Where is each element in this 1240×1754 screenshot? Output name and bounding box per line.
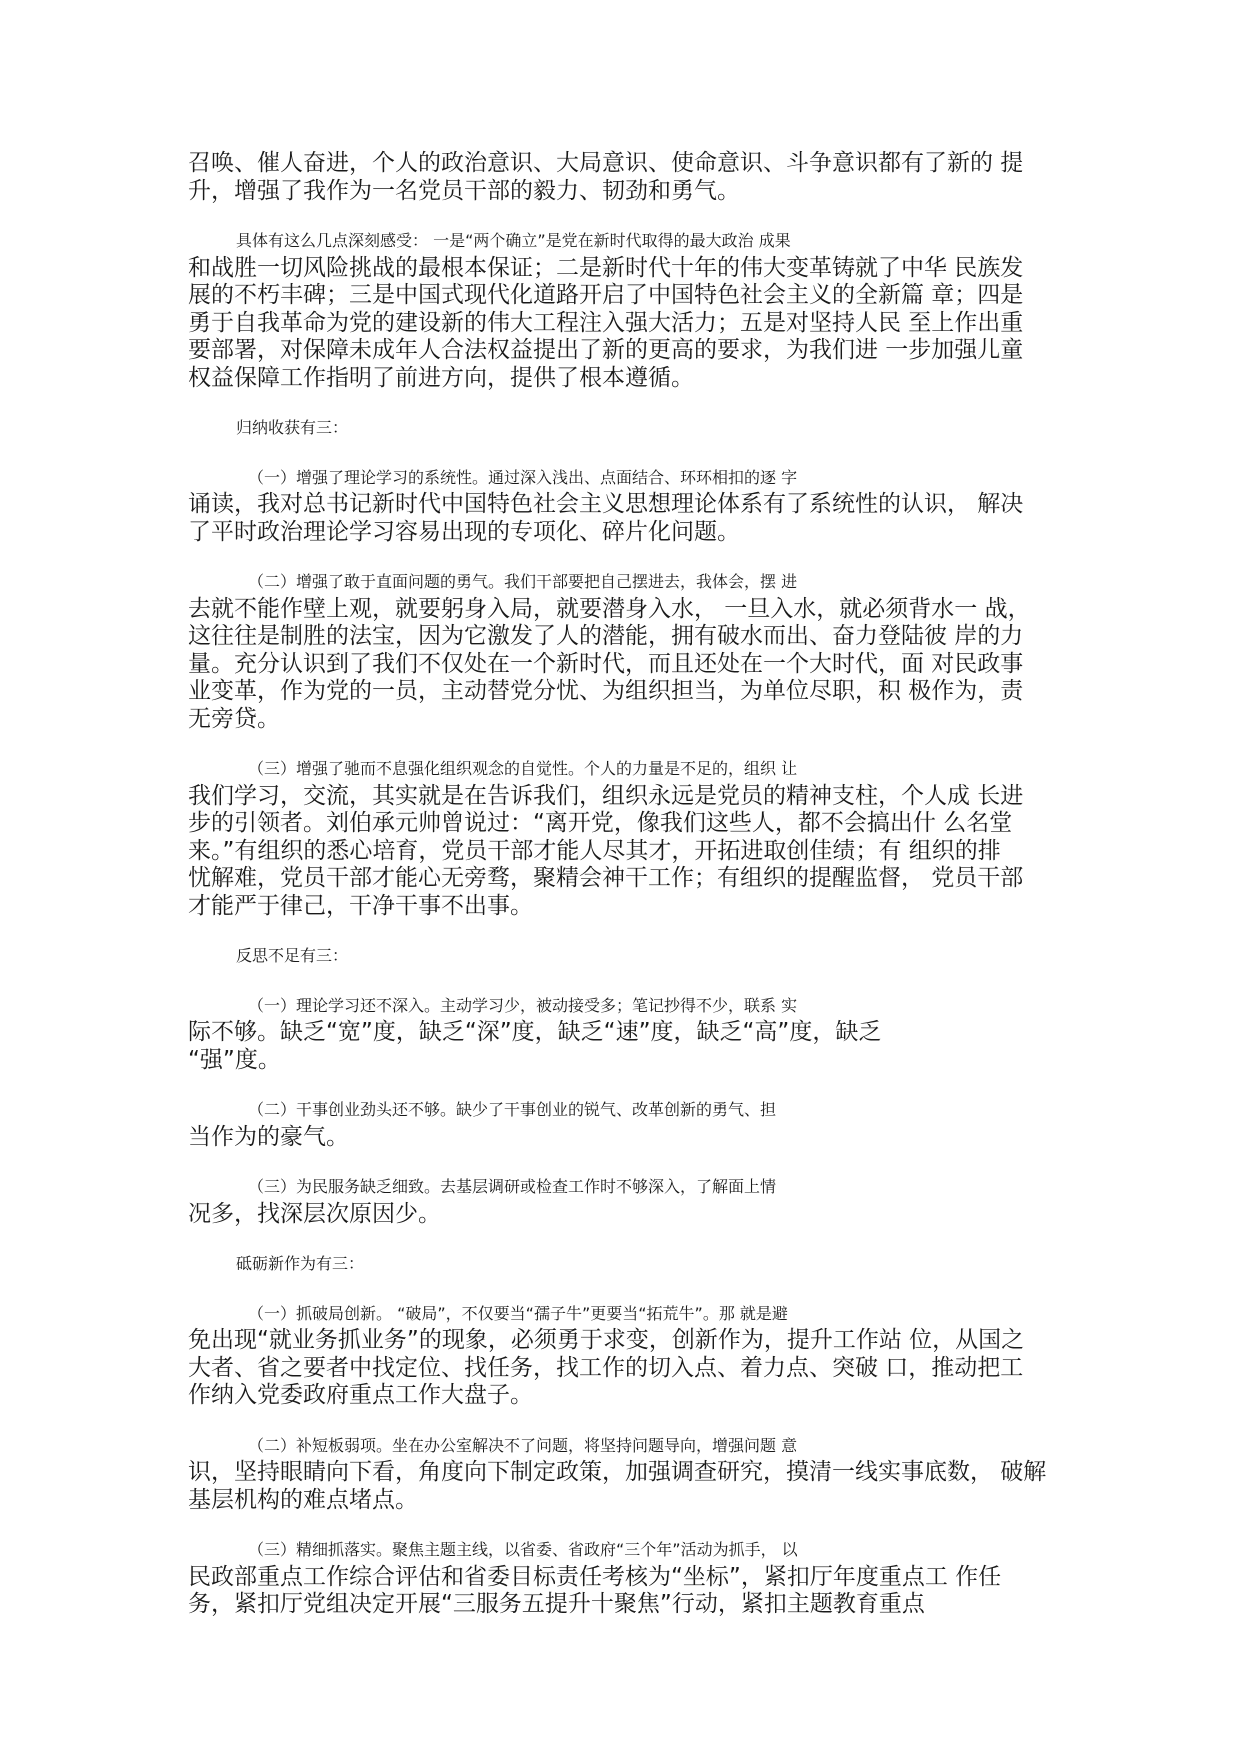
text-line: 和战胜一切风险挑战的最根本保证；二是新时代十年的伟大变革铸就了中华 民族发 — [188, 254, 1024, 281]
paragraph-action-2 — [188, 1432, 1058, 1515]
text-line: 了平时政治理论学习容易出现的专项化、碎片化问题。 — [188, 518, 740, 545]
text-line: 诵读，我对总书记新时代中国特色社会主义思想理论体系有了系统性的认识， 解决 — [188, 491, 1024, 517]
text-line: 这往往是制胜的法宝，因为它激发了人的潜能，拥有破水而出、奋力登陆彼 岸的力 — [188, 623, 1024, 649]
text-line: （一）增强了理论学习的系统性。通过深入浅出、点面结合、环环相扣的逐 字 — [248, 467, 798, 487]
paragraph-shortcoming-1 — [188, 992, 1058, 1075]
text-line: 来。”有组织的悉心培育，党员干部才能人尽其才，开拓进取创佳绩；有 组织的排 — [188, 837, 1001, 864]
text-line: （二）增强了敢于直面问题的勇气。我们干部要把自己摆进去，我体会，摆 进 — [248, 572, 798, 591]
text-line: 免出现“就业务抓业务”的现象，必须勇于求变，创新作为，提升工作站 位，从国之 — [188, 1327, 1025, 1353]
text-line: “强”度。 — [188, 1046, 281, 1073]
text-line: 作纳入党委政府重点工作大盘子。 — [188, 1382, 533, 1408]
heading-gains — [188, 414, 1058, 442]
paragraph-intro-continued — [188, 150, 1058, 205]
text-line: 才能严于律己，干净干事不出事。 — [188, 892, 533, 919]
text-line: 无旁贷。 — [188, 705, 280, 732]
heading-shortcomings — [188, 942, 1058, 970]
paragraph-feelings — [188, 227, 1058, 392]
text-line: 当作为的豪气。 — [188, 1123, 349, 1150]
text-line: 务，紧扣厅党组决定开展“三服务五提升十聚焦”行动，紧扣主题教育重点 — [188, 1591, 925, 1617]
paragraph-shortcoming-2 — [188, 1096, 1058, 1151]
text-line: 况多，找深层次原因少。 — [188, 1200, 441, 1227]
paragraph-gain-1 — [188, 464, 1058, 547]
text-line: （三）为民服务缺乏细致。去基层调研或检查工作时不够深入，了解面上情 — [248, 1177, 777, 1196]
text-line: 忧解难，党员干部才能心无旁骛，聚精会神干工作；有组织的提醒监督， 党员干部 — [188, 865, 1024, 891]
text-line: 勇于自我革命为党的建设新的伟大工程注入强大活力；五是对坚持人民 至上作出重 — [188, 309, 1024, 336]
text-line: 要部署，对保障未成年人合法权益提出了新的更高的要求，为我们进 一步加强儿童 — [188, 337, 1024, 363]
text-line: 识，坚持眼睛向下看，角度向下制定政策，加强调查研究，摸清一线实事底数， 破解 — [188, 1459, 1047, 1485]
text-line: 大者、省之要者中找定位、找任务，找工作的切入点、着力点、突破 口，推动把工 — [188, 1354, 1024, 1381]
text-line: 反思不足有三： — [236, 946, 349, 965]
text-line: 权益保障工作指明了前进方向，提供了根本遵循。 — [188, 364, 694, 391]
text-line: （二）补短板弱项。坐在办公室解决不了问题，将坚持问题导向，增强问题 意 — [248, 1435, 798, 1455]
text-line: 际不够。缺乏“宽”度，缺乏“深”度，缺乏“速”度，缺乏“高”度，缺乏 — [188, 1019, 882, 1045]
text-line: 我们学习，交流，其实就是在告诉我们，组织永远是党员的精神支柱，个人成 长进 — [188, 782, 1024, 809]
text-line: 民政部重点工作综合评估和省委目标责任考核为“坐标”，紧扣厅年度重点工 作任 — [188, 1563, 1002, 1590]
text-line: 具体有这么几点深刻感受： 一是“两个确立”是党在新时代取得的最大政治 成果 — [236, 231, 791, 250]
text-line: （一）理论学习还不深入。主动学习少，被动接受多；笔记抄得不少，联系 实 — [248, 995, 798, 1015]
text-line: 召唤、催人奋进，个人的政治意识、大局意识、使命意识、斗争意识都有了新的 提 — [188, 150, 1024, 176]
document-page — [188, 150, 1058, 1641]
text-line: 业变革，作为党的一员，主动替党分忧、为组织担当，为单位尽职，积 极作为，责 — [188, 678, 1024, 704]
text-line: （三）精细抓落实。聚焦主题主线，以省委、省政府“三个年”活动为抓手， 以 — [248, 1540, 798, 1559]
text-line: （一）抓破局创新。 “破局”，不仅要当“孺子牛”更要当“拓荒牛”。那 就是避 — [248, 1303, 788, 1323]
text-line: 去就不能作壁上观，就要躬身入局，就要潜身入水， 一旦入水，就必须背水一 战， — [188, 595, 1031, 622]
text-line: 升，增强了我作为一名党员干部的毅力、韧劲和勇气。 — [188, 177, 740, 204]
heading-new-actions — [188, 1250, 1058, 1278]
text-line: 展的不朽丰碑；三是中国式现代化道路开启了中国特色社会主义的全新篇 章；四是 — [188, 282, 1024, 308]
text-line: 基层机构的难点堵点。 — [188, 1486, 418, 1513]
paragraph-gain-3 — [188, 755, 1058, 920]
paragraph-gain-2 — [188, 568, 1058, 733]
text-line: 步的引领者。刘伯承元帅曾说过：“离开党，像我们这些人，都不会搞出什 么名堂 — [188, 810, 1013, 836]
text-line: 量。充分认识到了我们不仅处在一个新时代，而且还处在一个大时代，面 对民政事 — [188, 650, 1024, 677]
paragraph-action-1 — [188, 1300, 1058, 1410]
paragraph-action-3 — [188, 1536, 1058, 1619]
text-line: 归纳收获有三： — [236, 418, 349, 437]
text-line: （二）干事创业劲头还不够。缺少了干事创业的锐气、改革创新的勇气、担 — [248, 1100, 777, 1119]
text-line: 砥砺新作为有三： — [236, 1254, 365, 1273]
text-line: （三）增强了驰而不息强化组织观念的自觉性。个人的力量是不足的，组织 让 — [248, 759, 798, 778]
paragraph-shortcoming-3 — [188, 1173, 1058, 1228]
